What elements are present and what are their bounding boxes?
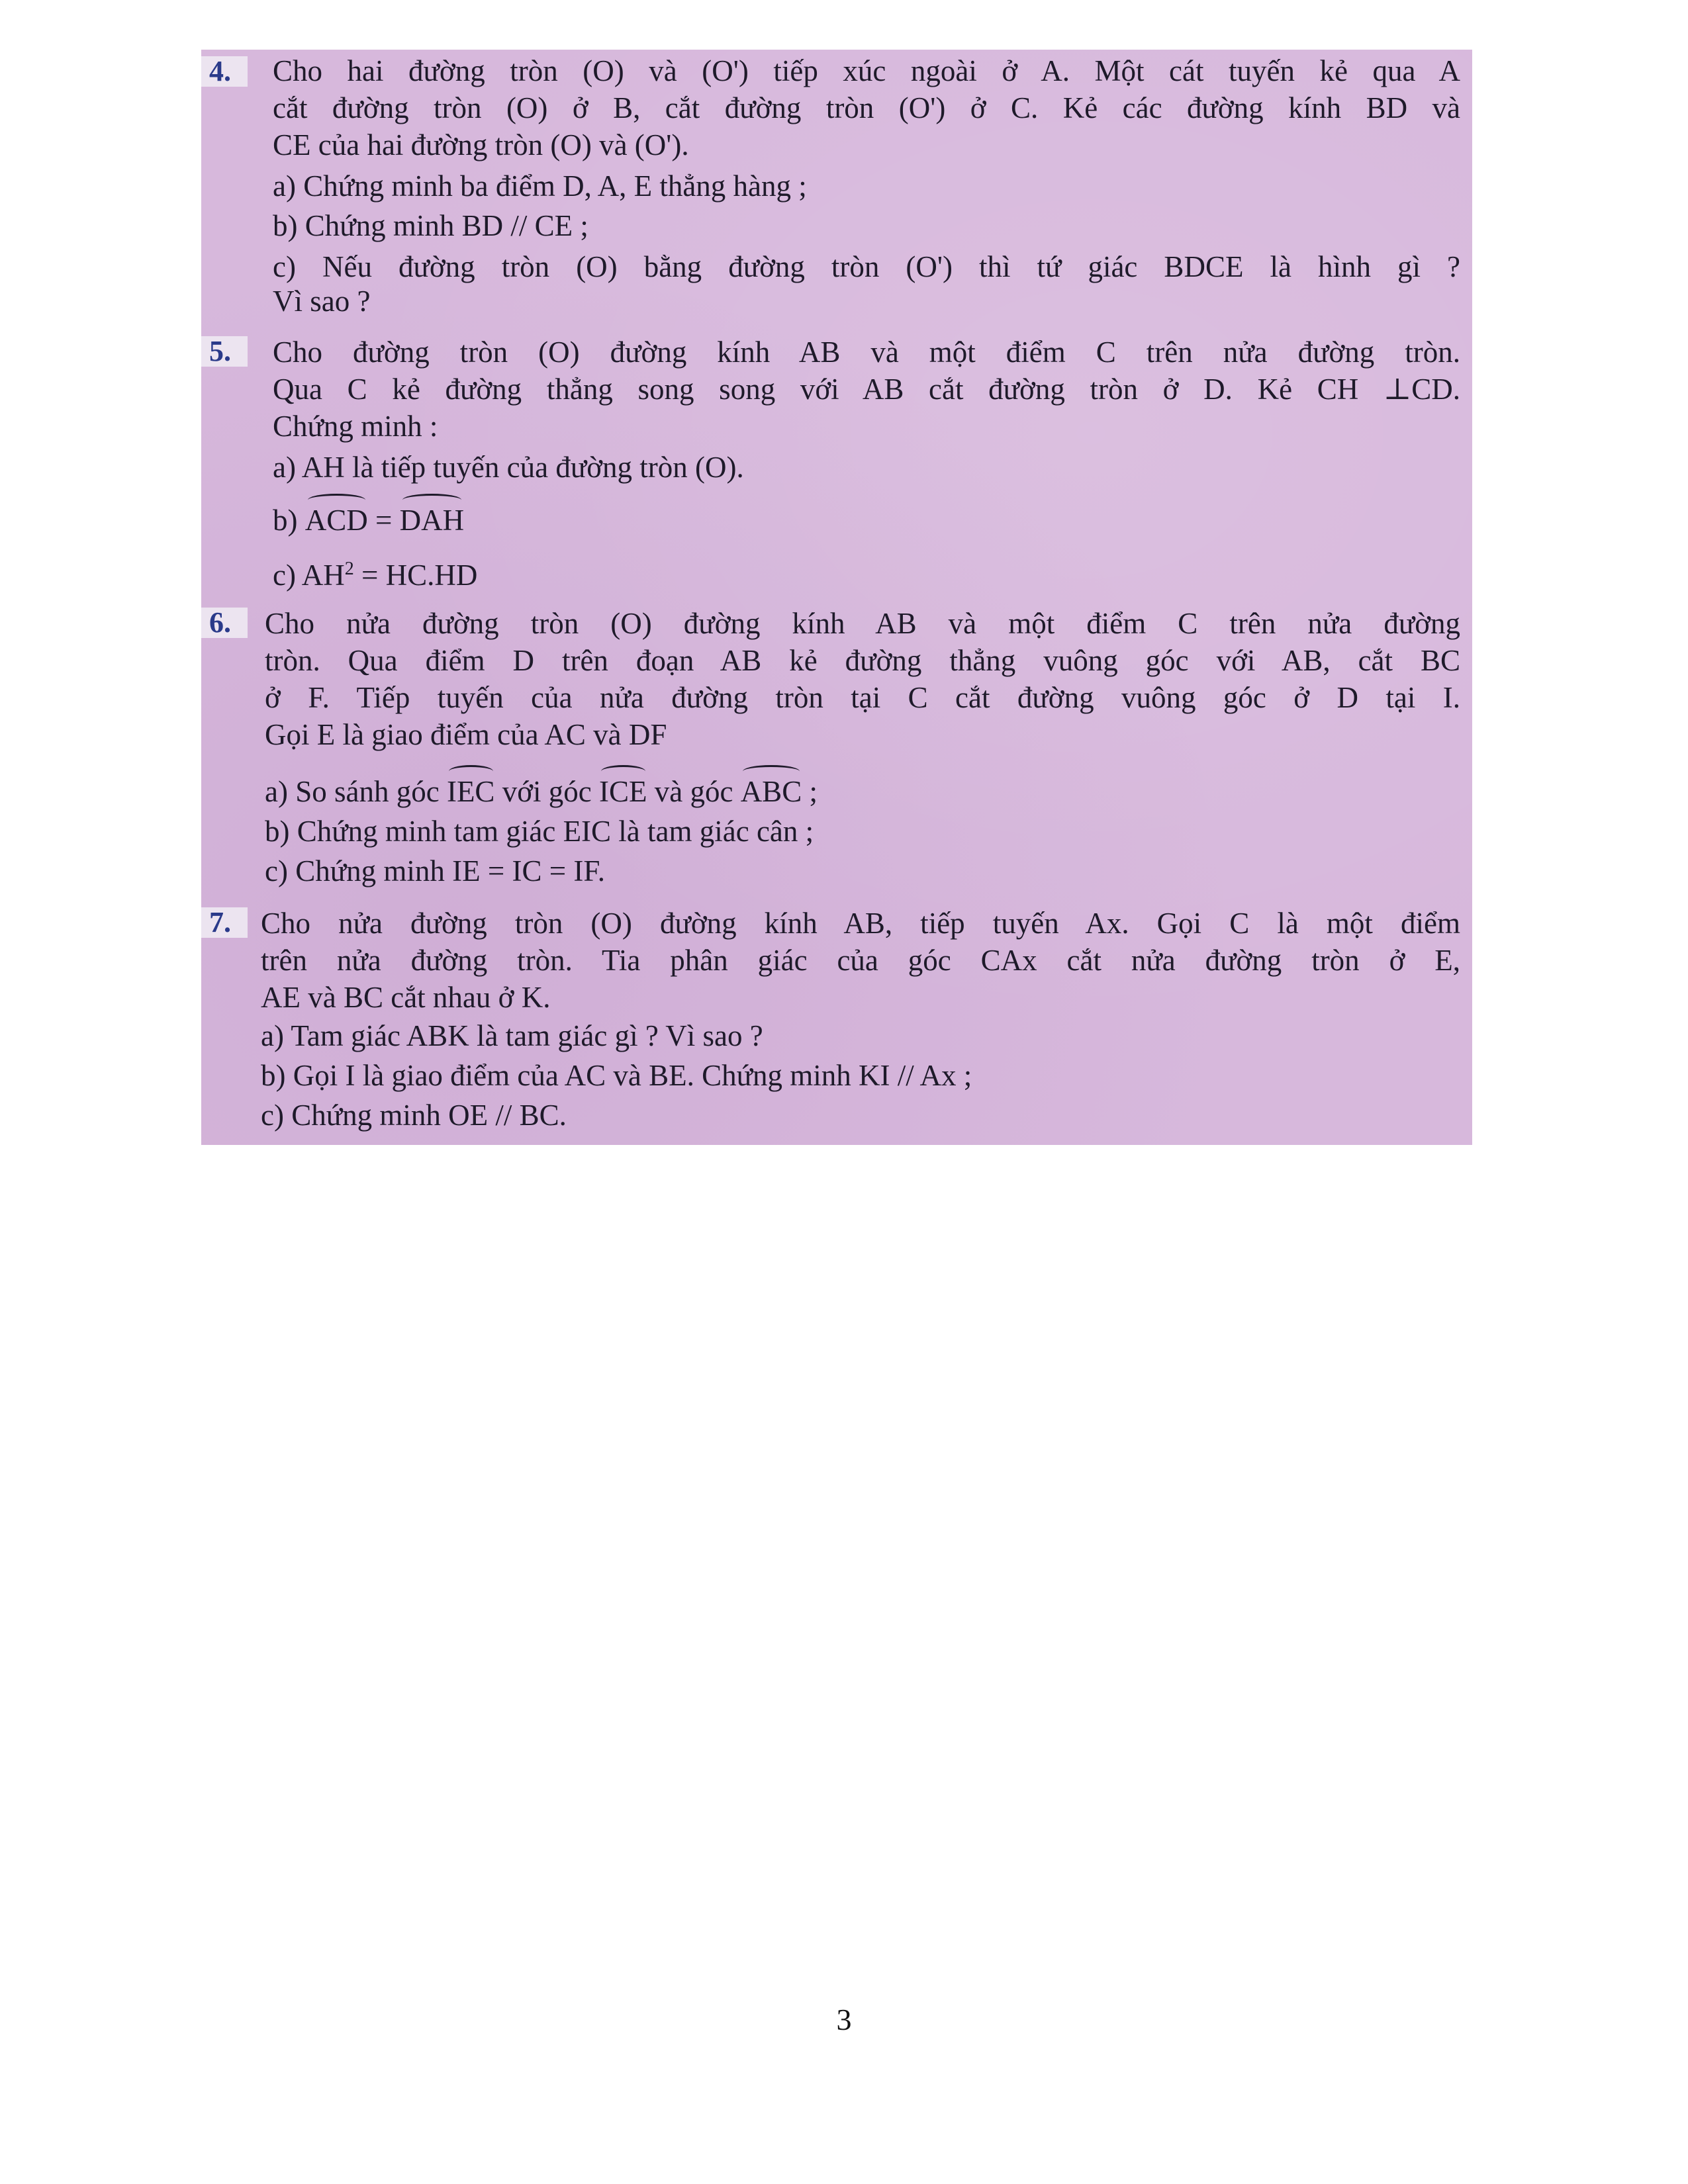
- part-label: b): [273, 504, 298, 537]
- problem-part: b) Chứng minh tam giác EIC là tam giác cân ;: [265, 815, 814, 848]
- problem-part: Vì sao ?: [273, 285, 371, 318]
- problem-line: Qua C kẻ đường thẳng song song với AB cắt đường tròn ở D. Kẻ CH ⊥CD.: [273, 373, 1460, 406]
- problem-line: AE và BC cắt nhau ở K.: [261, 981, 551, 1014]
- problem-line: Chứng minh :: [273, 410, 438, 443]
- arc-angle: DAH: [400, 496, 465, 540]
- superscript: 2: [344, 559, 354, 579]
- problem-line: Cho đường tròn (O) đường kính AB và một điểm C trên nửa đường tròn.: [273, 336, 1460, 369]
- problem-line: Cho hai đường tròn (O) và (O') tiếp xúc ngoài ở A. Một cát tuyến kẻ qua A: [273, 54, 1460, 87]
- problem-part-a: [265, 768, 1460, 811]
- problem-line: Gọi E là giao điểm của AC và DF: [265, 718, 667, 751]
- problem-part: a) Tam giác ABK là tam giác gì ? Vì sao ?: [261, 1019, 763, 1052]
- problem-line: cắt đường tròn (O) ở B, cắt đường tròn (O') ở C. Kẻ các đường kính BD và: [273, 91, 1460, 124]
- problem-part: c) Chứng minh OE // BC.: [261, 1099, 567, 1132]
- problem-part: b) Gọi I là giao điểm của AC và BE. Chứng minh KI // Ax ;: [261, 1059, 972, 1092]
- part-text: với góc: [502, 775, 592, 808]
- problem-part: a) AH là tiếp tuyến của đường tròn (O).: [273, 451, 744, 484]
- arc-angle: ICE: [599, 768, 647, 811]
- scanned-exercise-page: [201, 50, 1472, 1145]
- problem-text: [273, 334, 1460, 595]
- equals-sign: =: [375, 504, 393, 537]
- problem-line: tròn. Qua điểm D trên đoạn AB kẻ đường thẳng vuông góc với AB, cắt BC: [265, 644, 1460, 677]
- problem-text: [273, 52, 1460, 317]
- problem-text: [261, 905, 1460, 1135]
- problem-part: c) Nếu đường tròn (O) bằng đường tròn (O') thì tứ giác BDCE là hình gì ?: [273, 250, 1460, 283]
- part-text: ;: [809, 775, 818, 808]
- problem-part: a) Chứng minh ba điểm D, A, E thẳng hàng ;: [273, 169, 807, 203]
- problem-part-c: [273, 549, 1460, 595]
- problem-number: 7.: [201, 907, 248, 938]
- page-number: 3: [836, 2003, 852, 2036]
- part-text: = HC.HD: [353, 559, 478, 592]
- arc-angle: ABC: [741, 768, 802, 811]
- problem-line: Cho nửa đường tròn (O) đường kính AB, tiếp tuyến Ax. Gọi C là một điểm: [261, 907, 1460, 940]
- problem-number: 5.: [201, 336, 248, 367]
- problem-number: 4.: [201, 56, 248, 87]
- problem-text: [265, 605, 1460, 891]
- problem-line: CE của hai đường tròn (O) và (O').: [273, 128, 689, 161]
- part-text: và góc: [654, 775, 733, 808]
- arc-angle: IEC: [447, 768, 495, 811]
- problem-part: c) Chứng minh IE = IC = IF.: [265, 854, 606, 887]
- arc-angle: ACD: [305, 496, 368, 540]
- problem-line: ở F. Tiếp tuyến của nửa đường tròn tại C cắt đường vuông góc ở D tại I.: [265, 681, 1460, 714]
- problem-line: trên nửa đường tròn. Tia phân giác của góc CAx cắt nửa đường tròn ở E,: [261, 944, 1460, 977]
- problem-number: 6.: [201, 608, 248, 638]
- problem-part-b: [273, 496, 1460, 540]
- problem-part: b) Chứng minh BD // CE ;: [273, 209, 588, 242]
- part-text: c) AH: [273, 559, 345, 592]
- part-text: a) So sánh góc: [265, 775, 440, 808]
- problem-line: Cho nửa đường tròn (O) đường kính AB và một điểm C trên nửa đường: [265, 607, 1460, 640]
